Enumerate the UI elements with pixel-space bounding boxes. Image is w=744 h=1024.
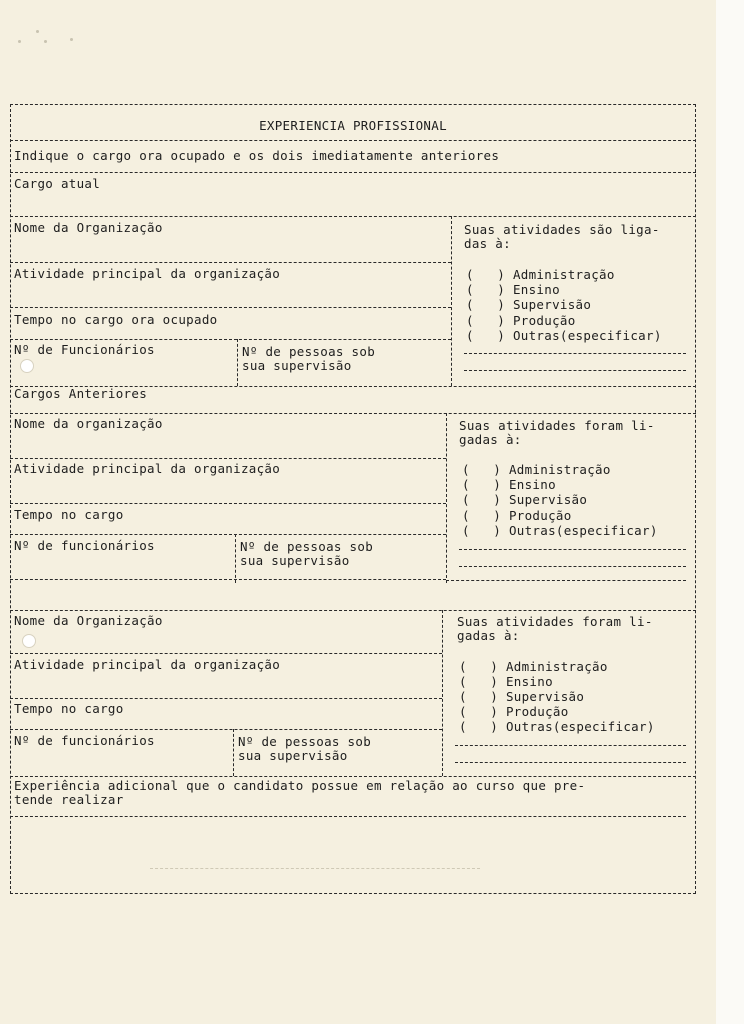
employees-label: Nº de funcionários xyxy=(14,538,155,553)
divider xyxy=(10,610,696,611)
checkbox-ensino[interactable]: ( ) Ensino xyxy=(459,674,553,689)
instruction-text: Indique o cargo ora ocupado e os dois imediatamente anteriores xyxy=(14,148,500,163)
checkbox-ensino[interactable]: ( ) Ensino xyxy=(466,282,560,297)
specify-line xyxy=(459,566,686,567)
checkbox-administracao[interactable]: ( ) Administração xyxy=(462,462,611,477)
page-edge xyxy=(716,0,744,1024)
checkbox-supervisao[interactable]: ( ) Supervisão xyxy=(459,689,585,704)
checkbox-outras[interactable]: ( ) Outras(especificar) xyxy=(462,523,658,538)
divider xyxy=(10,172,696,173)
additional-experience-label: Experiência adicional que o candidato possue em relação ao curso que pre- xyxy=(14,778,586,793)
supervised-label: sua supervisão xyxy=(242,358,352,373)
time-in-role-label: Tempo no cargo xyxy=(14,507,124,522)
specify-line xyxy=(455,762,686,763)
divider xyxy=(10,307,451,308)
paper-speck xyxy=(18,40,21,43)
activities-question: das à: xyxy=(464,236,511,251)
divider xyxy=(10,729,442,730)
specify-line xyxy=(455,745,686,746)
org-name-label: Nome da Organização xyxy=(14,613,163,628)
divider xyxy=(10,534,446,535)
checkbox-supervisao[interactable]: ( ) Supervisão xyxy=(466,297,592,312)
paper-speck xyxy=(44,40,47,43)
activities-question: Suas atividades são liga- xyxy=(464,222,660,237)
divider xyxy=(10,140,696,141)
paper-speck xyxy=(70,38,73,41)
column-divider xyxy=(235,534,236,583)
supervised-label: sua supervisão xyxy=(240,553,350,568)
divider xyxy=(10,262,451,263)
column-divider xyxy=(446,413,447,583)
column-divider xyxy=(233,729,234,776)
checkbox-outras[interactable]: ( ) Outras(especificar) xyxy=(466,328,662,343)
divider xyxy=(10,216,696,217)
main-activity-label: Atividade principal da organização xyxy=(14,657,281,672)
main-activity-label: Atividade principal da organização xyxy=(14,461,281,476)
specify-line xyxy=(464,370,686,371)
supervised-label: Nº de pessoas sob xyxy=(240,539,374,554)
employees-label: Nº de Funcionários xyxy=(14,342,155,357)
divider xyxy=(10,458,446,459)
checkbox-outras[interactable]: ( ) Outras(especificar) xyxy=(459,719,655,734)
divider xyxy=(10,816,686,817)
activities-question: gadas à: xyxy=(457,628,520,643)
supervised-label: Nº de pessoas sob xyxy=(242,344,376,359)
activities-question: Suas atividades foram li- xyxy=(459,418,655,433)
previous-roles-heading: Cargos Anteriores xyxy=(14,386,148,401)
org-name-label: Nome da organização xyxy=(14,416,163,431)
employees-label: Nº de funcionários xyxy=(14,733,155,748)
column-divider xyxy=(237,339,238,386)
additional-experience-label: tende realizar xyxy=(14,792,124,807)
activities-question: Suas atividades foram li- xyxy=(457,614,653,629)
specify-line xyxy=(464,353,686,354)
faint-line xyxy=(150,868,480,869)
divider xyxy=(10,776,696,777)
org-name-label: Nome da Organização xyxy=(14,220,163,235)
specify-line xyxy=(459,549,686,550)
supervised-label: sua supervisão xyxy=(238,748,348,763)
paper-speck xyxy=(36,30,39,33)
divider xyxy=(10,413,696,414)
divider xyxy=(10,698,442,699)
checkbox-producao[interactable]: ( ) Produção xyxy=(459,704,569,719)
divider xyxy=(10,339,451,340)
divider xyxy=(446,580,686,581)
divider xyxy=(10,653,442,654)
checkbox-administracao[interactable]: ( ) Administração xyxy=(459,659,608,674)
divider xyxy=(10,579,446,580)
checkbox-supervisao[interactable]: ( ) Supervisão xyxy=(462,492,588,507)
column-divider xyxy=(451,216,452,386)
supervised-label: Nº de pessoas sob xyxy=(238,734,372,749)
checkbox-ensino[interactable]: ( ) Ensino xyxy=(462,477,556,492)
form-title: EXPERIENCIA PROFISSIONAL xyxy=(259,118,447,133)
checkbox-producao[interactable]: ( ) Produção xyxy=(462,508,572,523)
main-activity-label: Atividade principal da organização xyxy=(14,266,281,281)
current-role-heading: Cargo atual xyxy=(14,176,101,191)
time-in-role-label: Tempo no cargo xyxy=(14,701,124,716)
checkbox-administracao[interactable]: ( ) Administração xyxy=(466,267,615,282)
divider xyxy=(10,503,446,504)
column-divider xyxy=(442,610,443,776)
activities-question: gadas à: xyxy=(459,432,522,447)
checkbox-producao[interactable]: ( ) Produção xyxy=(466,313,576,328)
time-in-role-label: Tempo no cargo ora ocupado xyxy=(14,312,218,327)
